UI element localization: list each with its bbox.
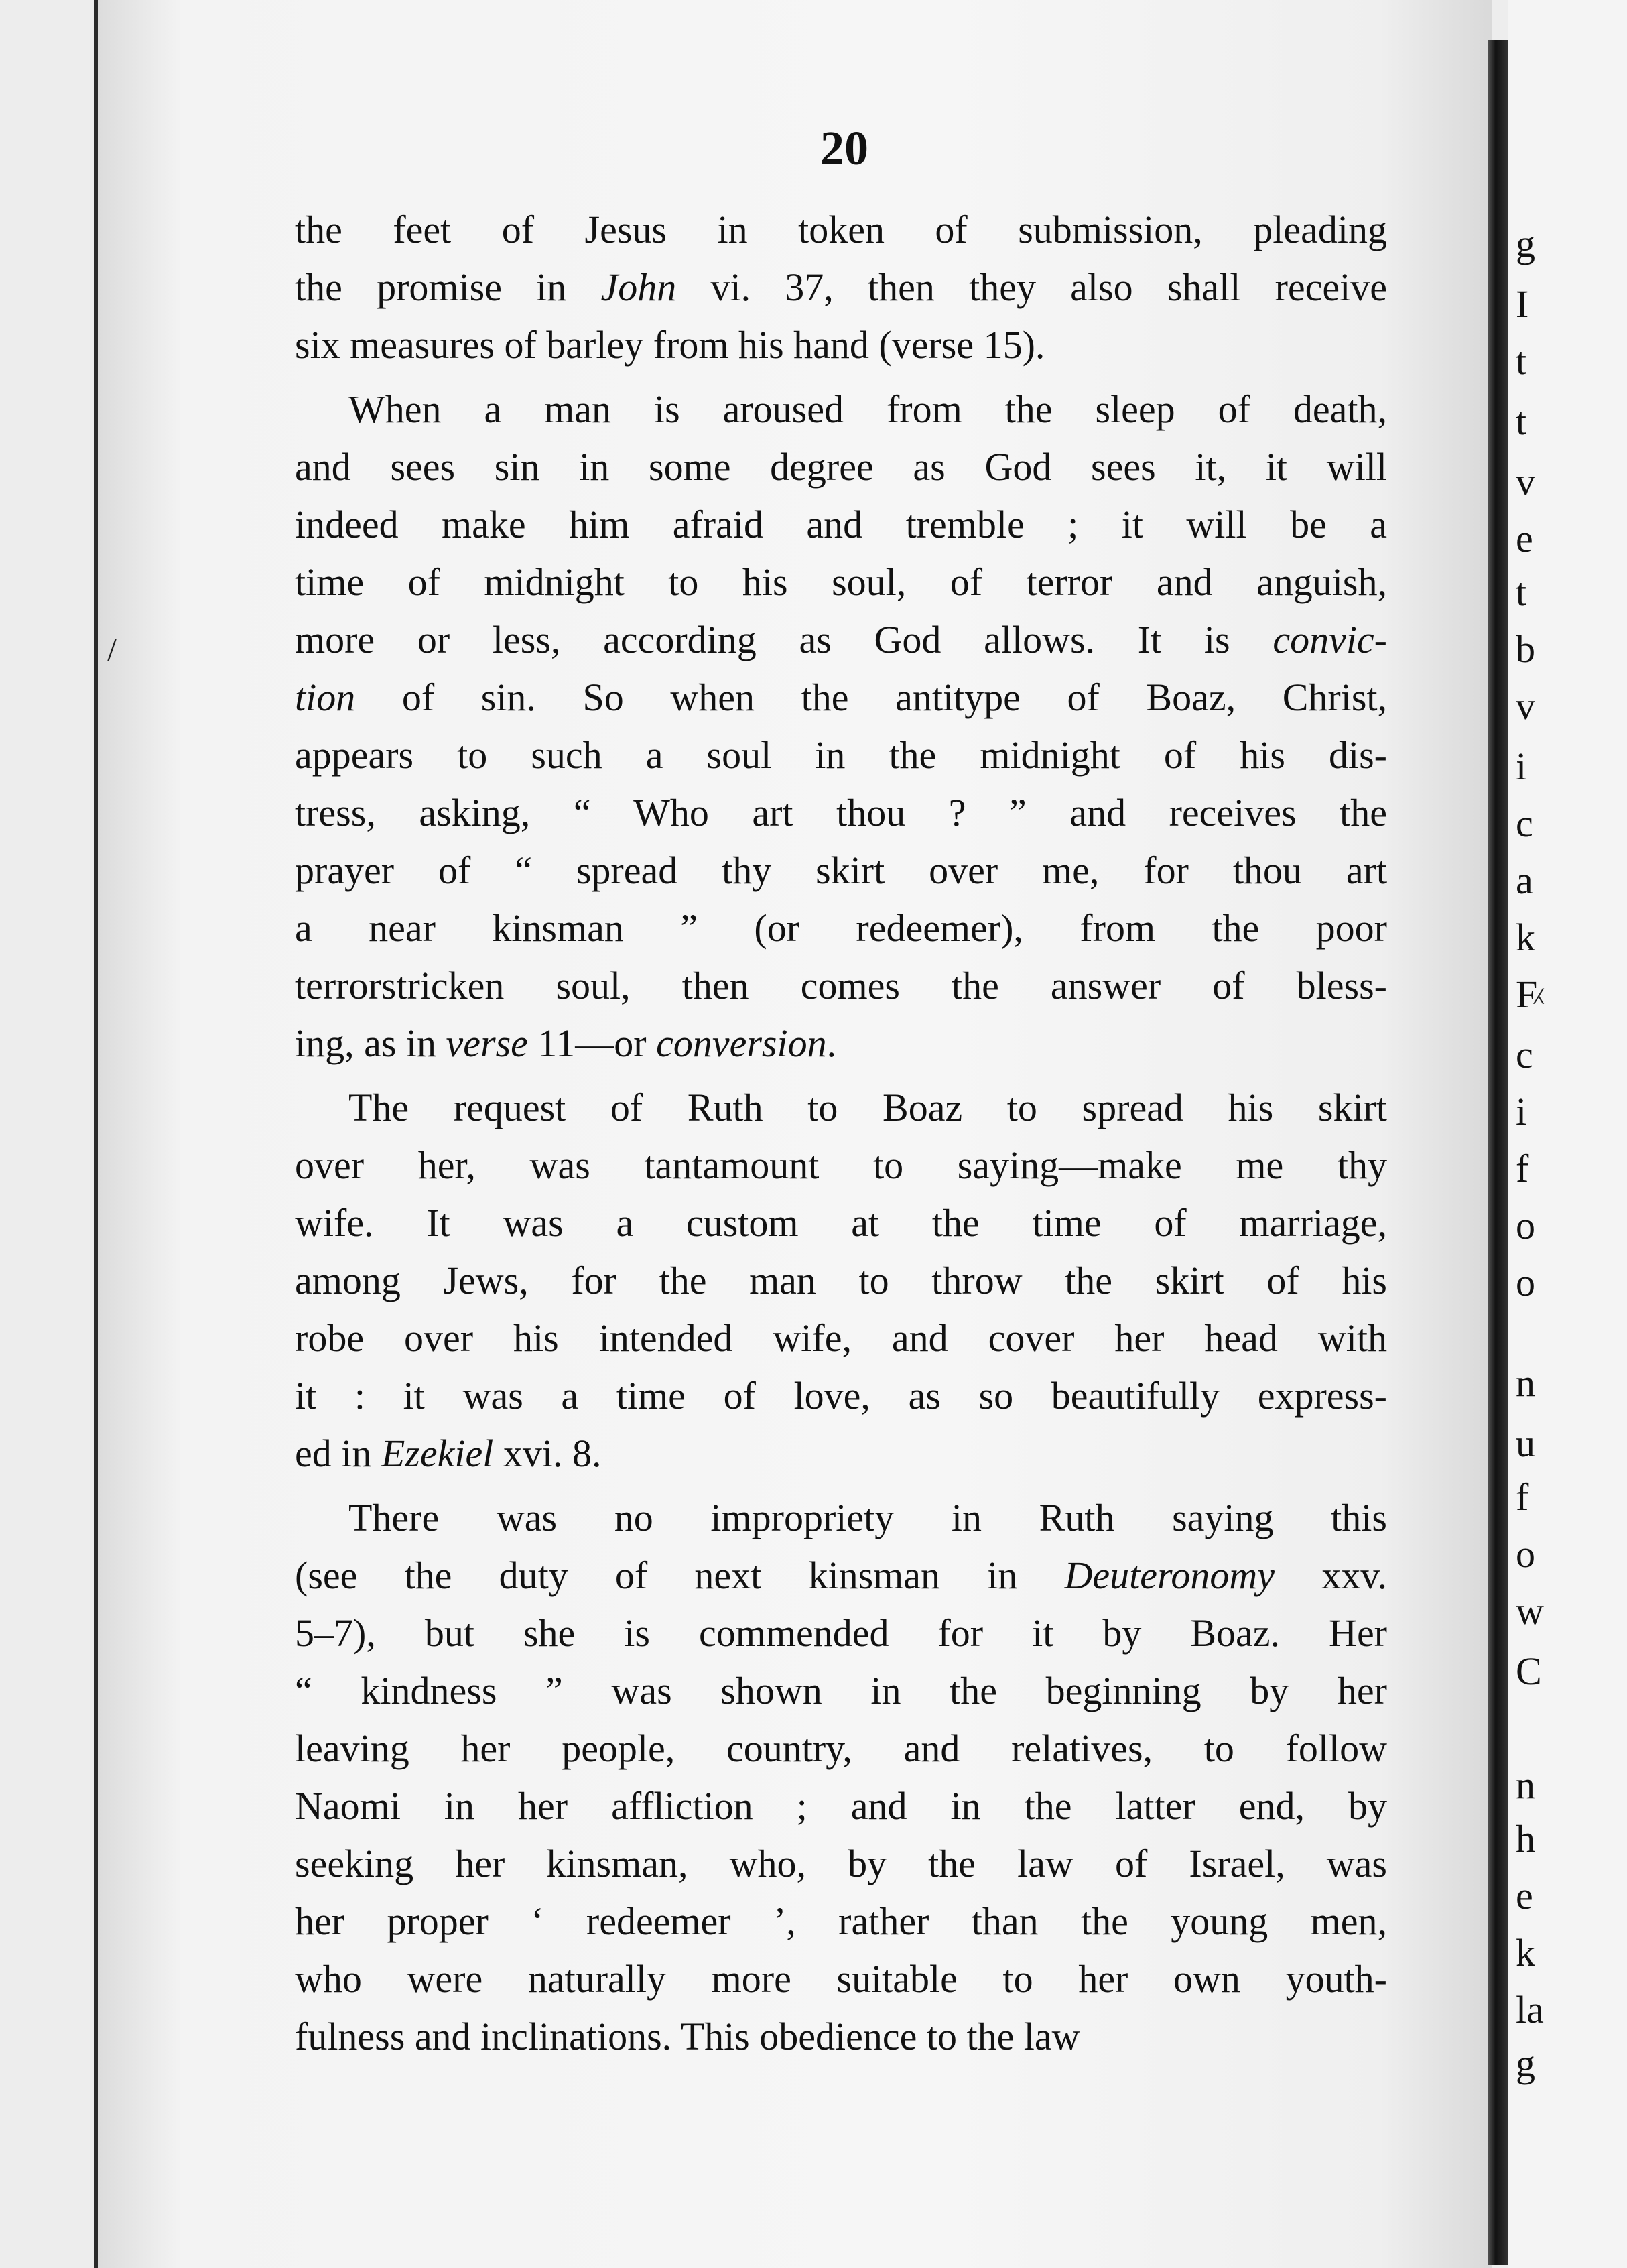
text-line: over her, was tantamount to saying—make me thy bbox=[295, 1143, 1387, 1187]
right-page-letter: F bbox=[1516, 972, 1538, 1016]
right-page-letter: o bbox=[1516, 1261, 1535, 1304]
right-page-letter: o bbox=[1516, 1204, 1535, 1247]
text-line: prayer of “ spread thy skirt over me, for thou art bbox=[295, 848, 1387, 892]
page-number: 20 bbox=[820, 121, 868, 175]
right-page-letter: i bbox=[1516, 745, 1527, 788]
right-page-letter: o bbox=[1516, 1532, 1535, 1576]
text-line: 5–7), but she is commended for it by Boaz. Her bbox=[295, 1611, 1387, 1655]
right-page-letter: e bbox=[1516, 1874, 1533, 1917]
right-page-letter: la bbox=[1516, 1988, 1544, 2031]
right-page-letter: c bbox=[1516, 802, 1533, 845]
text-line: time of midnight to his soul, of terror and anguish, bbox=[295, 560, 1387, 604]
right-page-letter: t bbox=[1516, 339, 1527, 383]
text-line: a near kinsman ” (or redeemer), from the poor bbox=[295, 906, 1387, 950]
right-page-letter: w bbox=[1516, 1589, 1544, 1633]
right-page-letter: g bbox=[1516, 222, 1535, 265]
right-page-letter: u bbox=[1516, 1422, 1535, 1465]
text-line: ing, as in verse 11—or conversion. bbox=[295, 1021, 837, 1065]
text-line: tion of sin. So when the antitype of Boaz, Christ, bbox=[295, 676, 1387, 719]
paragraph bbox=[295, 201, 1387, 374]
paragraph bbox=[295, 1489, 1387, 2066]
text-line: indeed make him afraid and tremble ; it will be a bbox=[295, 503, 1387, 546]
right-page-letter: n bbox=[1516, 1763, 1535, 1807]
text-line: appears to such a soul in the midnight of his dis- bbox=[295, 733, 1387, 777]
right-page-letter: n bbox=[1516, 1361, 1535, 1405]
text-line: The request of Ruth to Boaz to spread his skirt bbox=[348, 1086, 1387, 1129]
text-line: and sees sin in some degree as God sees it, it will bbox=[295, 445, 1387, 489]
right-page-letter: b bbox=[1516, 627, 1535, 671]
right-page-letter: i bbox=[1516, 1090, 1527, 1133]
right-page-edge bbox=[1508, 0, 1627, 2268]
text-line: seeking her kinsman, who, by the law of Israel, was bbox=[295, 1842, 1387, 1885]
text-line: fulness and inclinations. This obedience to the law bbox=[295, 2015, 1080, 2058]
text-line: six measures of barley from his hand (verse 15). bbox=[295, 323, 1045, 367]
text-line: robe over his intended wife, and cover her head with bbox=[295, 1316, 1387, 1360]
margin-mark: ⁁ bbox=[1535, 966, 1543, 1003]
right-page-letter: g bbox=[1516, 2041, 1535, 2085]
text-line: among Jews, for the man to throw the skirt of his bbox=[295, 1259, 1387, 1302]
text-line: the feet of Jesus in token of submission, pleading bbox=[295, 208, 1387, 251]
right-page-letter: v bbox=[1516, 460, 1535, 503]
right-page-letter: f bbox=[1516, 1147, 1529, 1190]
text-line: When a man is aroused from the sleep of death, bbox=[348, 387, 1387, 431]
right-page-letter: v bbox=[1516, 684, 1535, 728]
text-line: Naomi in her affliction ; and in the latter end, by bbox=[295, 1784, 1387, 1828]
right-page-letter: I bbox=[1516, 282, 1529, 326]
text-line: wife. It was a custom at the time of marriage, bbox=[295, 1201, 1387, 1245]
right-page-letter: t bbox=[1516, 399, 1527, 443]
right-page-letter: c bbox=[1516, 1033, 1533, 1076]
right-page-letter: k bbox=[1516, 1931, 1535, 1974]
paragraph bbox=[295, 1079, 1387, 1483]
text-line: her proper ‘ redeemer ’, rather than the young men, bbox=[295, 1899, 1387, 1943]
paragraph bbox=[295, 381, 1387, 1072]
text-line: (see the duty of next kinsman in Deuteronomy xxv. bbox=[295, 1554, 1387, 1597]
text-line: it : it was a time of love, as so beautifully express- bbox=[295, 1374, 1387, 1418]
text-line: ed in Ezekiel xvi. 8. bbox=[295, 1432, 602, 1475]
page-text bbox=[295, 201, 1387, 2072]
text-line: There was no impropriety in Ruth saying this bbox=[348, 1496, 1387, 1539]
right-page-letter: a bbox=[1516, 859, 1533, 902]
right-page-letter: t bbox=[1516, 570, 1527, 614]
text-line: leaving her people, country, and relatives, to follow bbox=[295, 1726, 1387, 1770]
right-page-letter: e bbox=[1516, 517, 1533, 560]
text-line: terrorstricken soul, then comes the answer of bless- bbox=[295, 964, 1387, 1007]
book-gutter bbox=[1488, 40, 1508, 2265]
margin-mark: / bbox=[107, 631, 117, 668]
text-line: tress, asking, “ Who art thou ? ” and receives the bbox=[295, 791, 1387, 834]
right-page-letter: k bbox=[1516, 916, 1535, 959]
right-page-letter: C bbox=[1516, 1649, 1542, 1693]
text-line: the promise in John vi. 37, then they also shall receive bbox=[295, 265, 1387, 309]
right-page-letter: h bbox=[1516, 1817, 1535, 1861]
right-page-letter: f bbox=[1516, 1475, 1529, 1519]
text-line: who were naturally more suitable to her own youth- bbox=[295, 1957, 1387, 2001]
text-line: more or less, according as God allows. It is convic- bbox=[295, 618, 1387, 662]
text-line: “ kindness ” was shown in the beginning by her bbox=[295, 1669, 1387, 1712]
